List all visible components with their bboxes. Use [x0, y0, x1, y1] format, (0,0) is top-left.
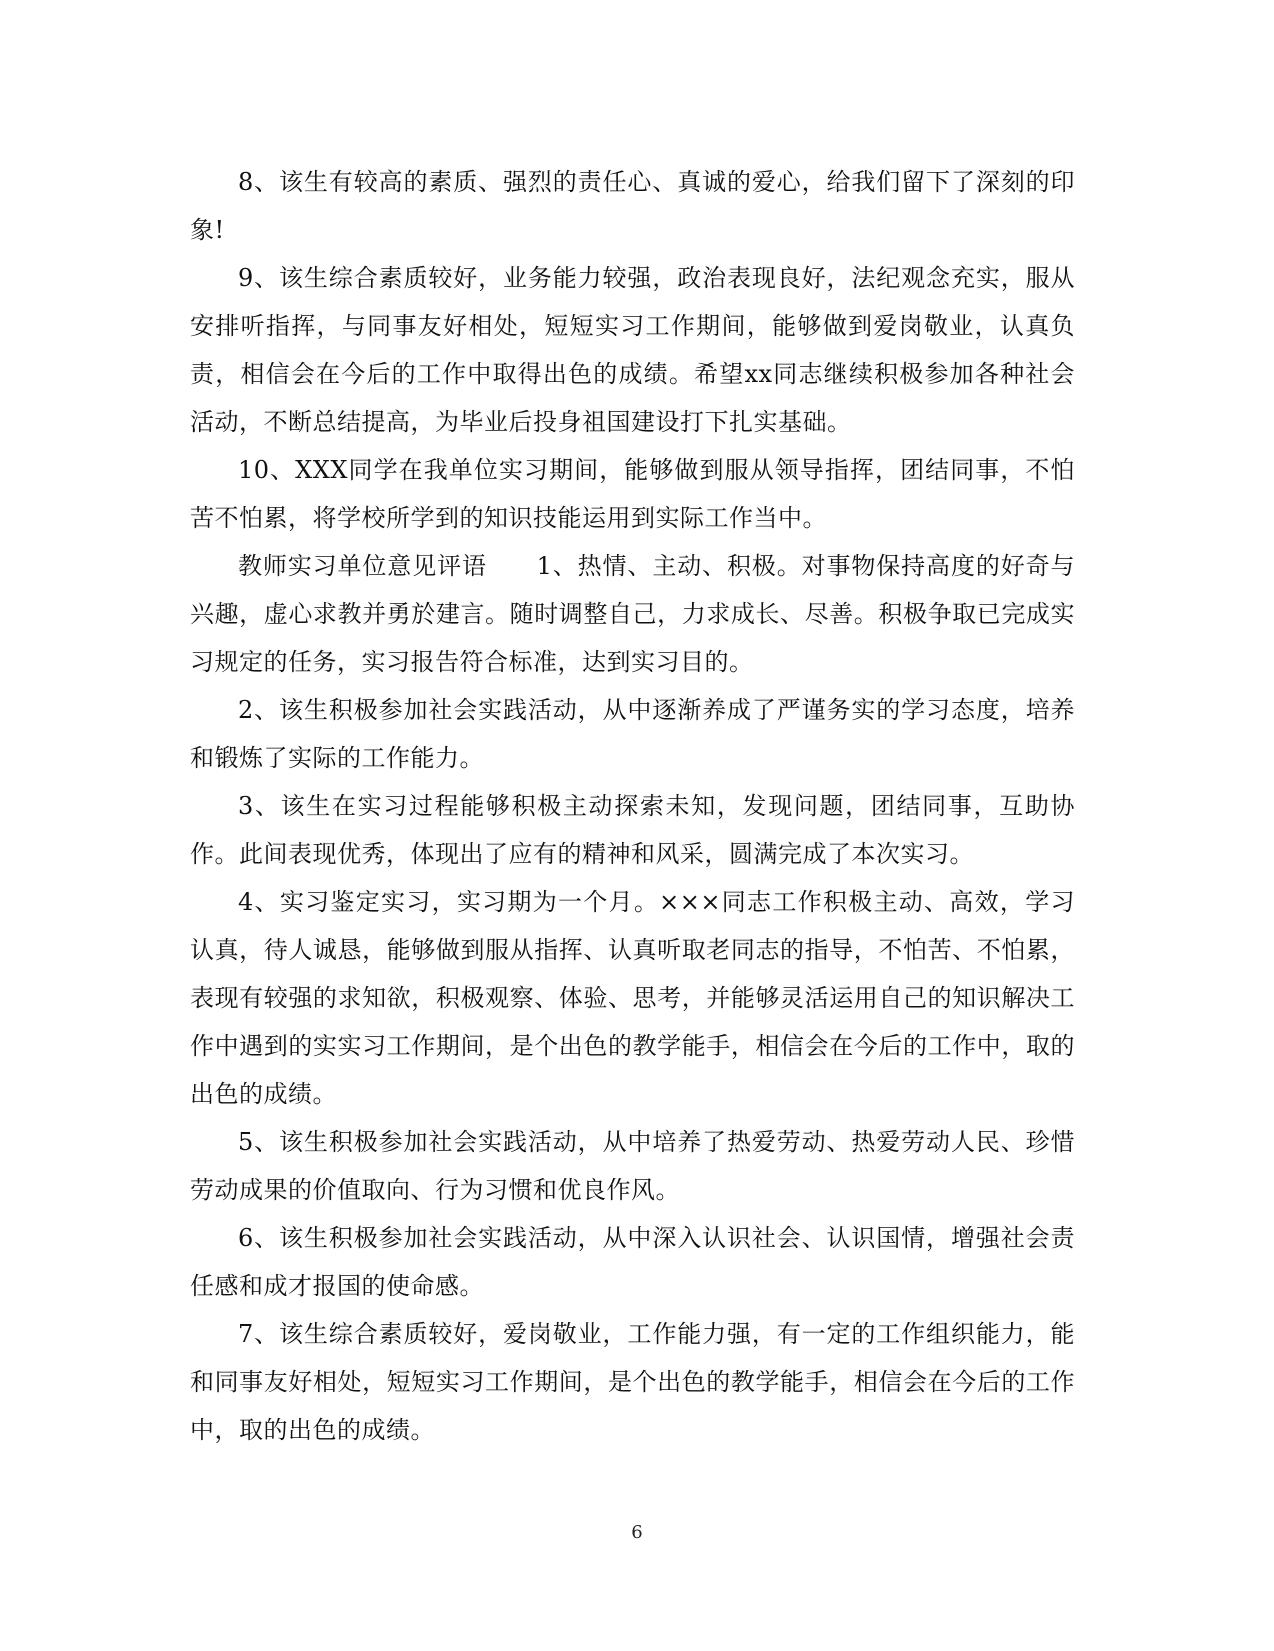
paragraph-item-7: 7、该生综合素质较好，爱岗敬业，工作能力强，有一定的工作组织能力，能和同事友好相处，短短实习工作期间，是个出色的教学能手，相信会在今后的工作中，取的出色的成绩。: [190, 1320, 1075, 1444]
paragraph-item-3: 3、该生在实习过程能够积极主动探索未知，发现问题，团结同事，互助协作。此间表现优秀，体现出了应有的精神和风采，圆满完成了本次实习。: [190, 792, 1075, 868]
paragraph-item-6: 6、该生积极参加社会实践活动，从中深入认识社会、认识国情，增强社会责任感和成才报国的使命感。: [190, 1224, 1075, 1300]
paragraph-item-9: 9、该生综合素质较好，业务能力较强，政治表现良好，法纪观念充实，服从安排听指挥，与同事友好相处，短短实习工作期间，能够做到爱岗敬业，认真负责，相信会在今后的工作中取得出色的成绩。希望xx同志继续积极参加各种社会活动，不断总结提高，为毕业后投身祖国建设打下扎实基础。: [190, 264, 1075, 436]
paragraph-item-8: 8、该生有较高的素质、强烈的责任心、真诚的爱心，给我们留下了深刻的印象!: [190, 168, 1075, 244]
page-number: 6: [631, 1522, 643, 1543]
paragraph-item-5: 5、该生积极参加社会实践活动，从中培养了热爱劳动、热爱劳动人民、珍惜劳动成果的价值取向、行为习惯和优良作风。: [190, 1128, 1075, 1204]
paragraph-item-10: 10、XXX同学在我单位实习期间，能够做到服从领导指挥，团结同事，不怕苦不怕累，将学校所学到的知识技能运用到实际工作当中。: [190, 456, 1075, 532]
paragraph-item-4: 4、实习鉴定实习，实习期为一个月。×××同志工作积极主动、高效，学习认真，待人诚恳，能够做到服从指挥、认真听取老同志的指导，不怕苦、不怕累，表现有较强的求知欲，积极观察、体验、思考，并能够灵活运用自己的知识解决工作中遇到的实实习工作期间，是个出色的教学能手，相信会在今后的工作中，取的出色的成绩。: [190, 888, 1075, 1108]
paragraph-item-2: 2、该生积极参加社会实践活动，从中逐渐养成了严谨务实的学习态度，培养和锻炼了实际的工作能力。: [190, 696, 1075, 772]
paragraph-teacher-comments-heading: 教师实习单位意见评语 1、热情、主动、积极。对事物保持高度的好奇与兴趣，虚心求教并勇於建言。随时调整自己，力求成长、尽善。积极争取已完成实习规定的任务，实习报告符合标准，达到实习目的。: [190, 552, 1075, 676]
document-body: [190, 158, 1075, 1454]
